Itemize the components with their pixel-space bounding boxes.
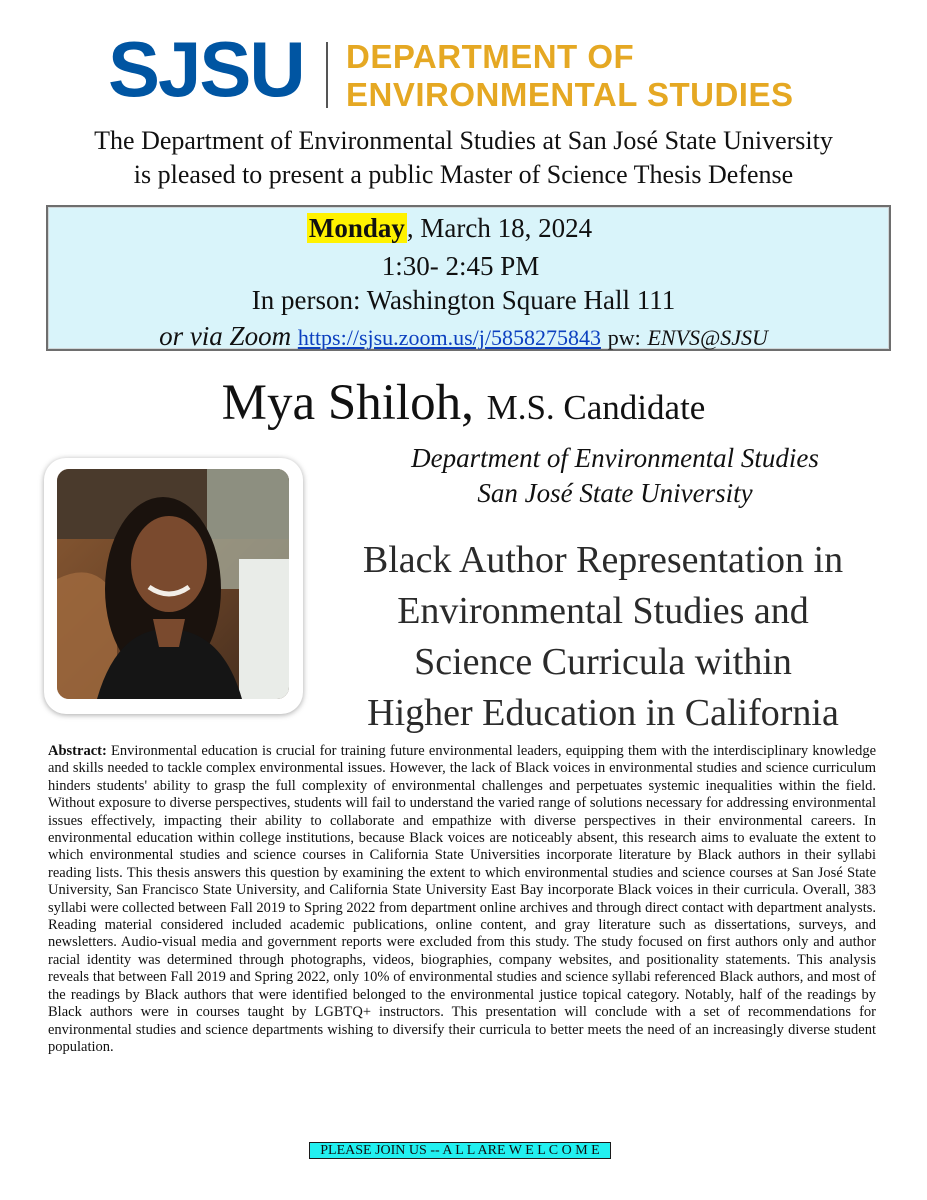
portrait-photo xyxy=(57,469,289,699)
intro-text xyxy=(0,124,927,192)
abstract xyxy=(48,743,876,1056)
zoom-link[interactable]: https://sjsu.zoom.us/j/5858275843 xyxy=(297,325,601,350)
candidate-affiliation xyxy=(330,441,900,511)
thesis-title-line1: Black Author Representation in xyxy=(362,539,844,581)
zoom-pw-label: pw: xyxy=(607,325,641,350)
candidate-university: San José State University xyxy=(477,478,753,508)
portrait-photo-icon xyxy=(57,469,289,699)
event-date: , March 18, 2024 xyxy=(406,213,593,243)
department-logo-line1: DEPARTMENT OF xyxy=(346,38,635,75)
sjsu-logo-wordmark: SJSU xyxy=(108,25,304,113)
candidate-name: Mya Shiloh, xyxy=(221,375,474,431)
department-logo-text xyxy=(346,38,793,114)
intro-line2: is pleased to present a public Master of Science Thesis Defense xyxy=(133,160,794,189)
event-zoom-line xyxy=(0,321,927,352)
event-location: In person: Washington Square Hall 111 xyxy=(251,285,676,315)
intro-line1: The Department of Environmental Studies at San José State University xyxy=(94,126,833,155)
thesis-title-line4: Higher Education in California xyxy=(367,692,839,734)
thesis-title xyxy=(322,535,884,739)
event-time: 1:30- 2:45 PM xyxy=(381,251,540,281)
candidate-department: Department of Environmental Studies xyxy=(411,443,819,473)
zoom-prefix: or via Zoom xyxy=(159,321,292,351)
thesis-title-line3: Science Curricula within xyxy=(414,641,792,683)
abstract-label: Abstract: xyxy=(48,743,107,759)
zoom-pw-value: ENVS@SJSU xyxy=(647,325,768,350)
thesis-title-line2: Environmental Studies and xyxy=(397,590,809,632)
candidate-heading xyxy=(0,374,927,432)
join-banner: PLEASE JOIN US -- A L L ARE W E L C O M E xyxy=(309,1142,611,1159)
event-date-line xyxy=(0,213,927,244)
candidate-title: M.S. Candidate xyxy=(486,388,706,427)
abstract-text: Environmental education is crucial for training future environmental leaders, equipping them with the interdisciplinary knowledge and skills needed to tackle complex environmental issues. However, the lack of Black voices in environmental studies and science curriculum hinders students' ability to grasp the full complexity of environmental challenges and perpetuates systemic inequalities within the field. Without exposure to diverse perspectives, students will fail to understand the varied range of solutions necessary for addressing environmental issues effectively, impacting their ability to collaborate and empathize with diverse perspectives in their environmental careers. In environmental education within college institutions, because Black voices are noticeably absent, this research aims to evaluate the extent to which environmental studies and science courses in California State Universities incorporate literature by Black authors in their syllabi reading lists. This thesis answers this question by examining the extent to which environmental studies and science courses at San José State University, San Francisco State University, and California State University East Bay incorporate Black voices in their curricula. Overall, 383 syllabi were collected between Fall 2019 to Spring 2022 from department online archives and through direct contact with department analysts. Reading material considered included academic publications, online content, and gray literature such as dissertations, surveys, and newsletters. Audio-visual media and government reports were excluded from this study. The study focused on first authors only and author racial identity was determined through photographs, videos, biographies, company websites, and positionality statements. This analysis reveals that between Fall 2019 and Spring 2022, only 10% of environmental studies and science syllabi referenced Black authors, and most of the readings by Black authors that were identified belonged to the environmental justice topical category. Notably, half of the readings by Black authors were in courses taught by LGBTQ+ instructors. This presentation will conclude with a set of recommendations for environmental studies and science departments wishing to diversify their curricula to better meets the need of an increasingly diverse student population. xyxy=(48,743,877,1055)
logo-divider xyxy=(326,42,328,108)
event-day: Monday xyxy=(308,213,405,243)
department-logo-line2: ENVIRONMENTAL STUDIES xyxy=(346,76,794,113)
